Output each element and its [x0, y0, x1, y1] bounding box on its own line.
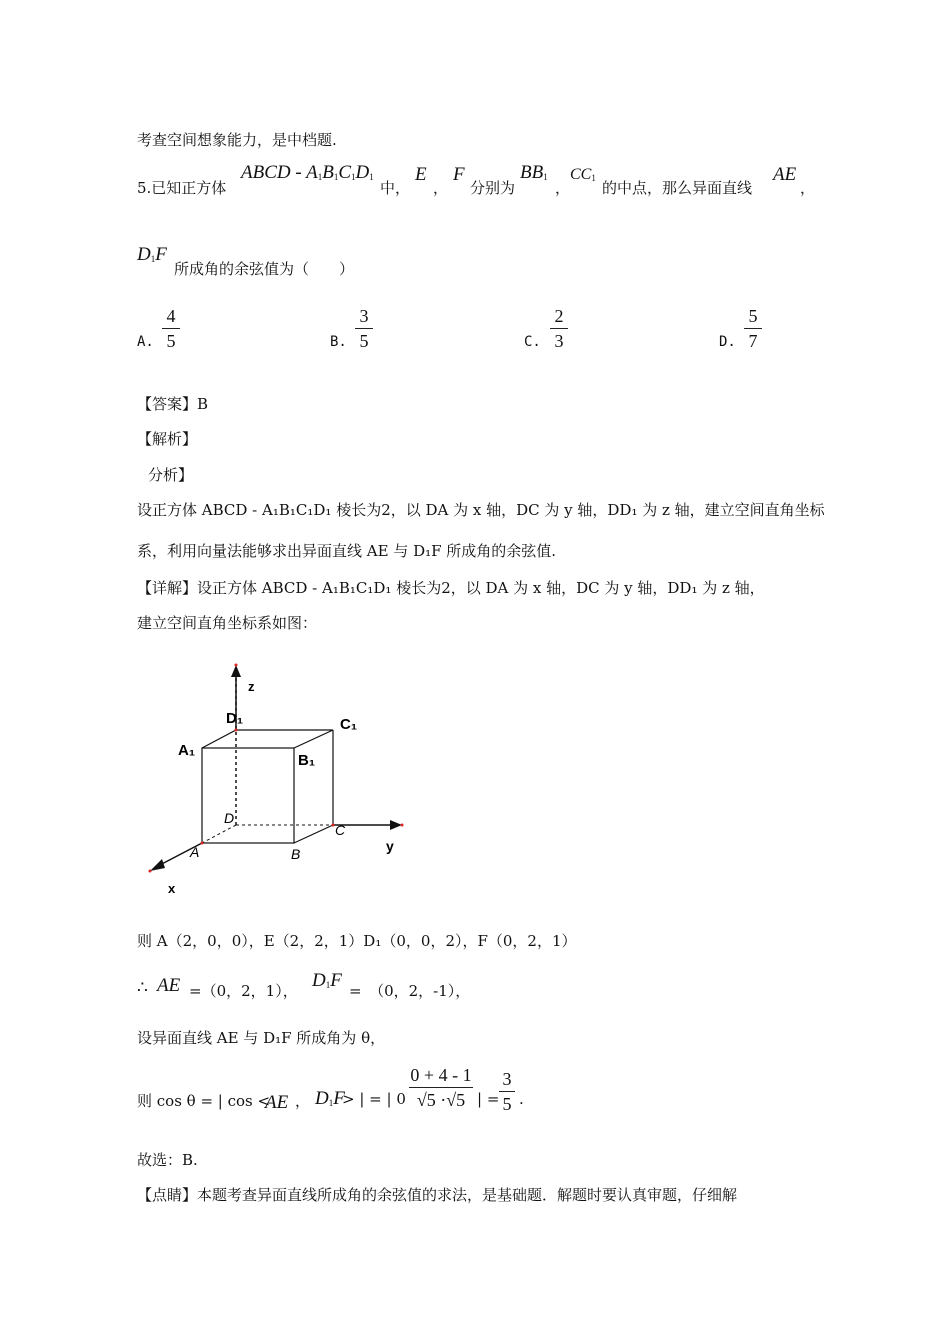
point-mark: [235, 729, 238, 732]
analysis-text-2: 系，利用向量法能够求出异面直线 AE 与 D₁F 所成角的余弦值.: [137, 542, 557, 560]
theta-line: 设异面直线 AE 与 D₁F 所成角为 θ，: [137, 1029, 386, 1047]
line-d1f: $D_1F$: [137, 244, 167, 265]
analysis-heading: 【解析】: [137, 430, 198, 448]
edge-bb1: $BB_1$: [520, 162, 548, 183]
option-c-fraction: 2 3: [550, 305, 568, 352]
cos-comma: ，: [295, 1092, 311, 1110]
edge-cc1: $CC_1$: [570, 166, 596, 183]
edge-cb: [294, 825, 333, 843]
label-d: D: [224, 810, 235, 826]
point-mark: [149, 870, 152, 873]
top-face: [202, 730, 333, 748]
detail-text-2: 建立空间直角坐标系如图：: [137, 614, 318, 632]
label-x: x: [168, 881, 176, 896]
cos-end: .: [519, 1090, 524, 1108]
label-d1: D₁: [226, 710, 244, 727]
question-tail: 所成角的余弦值为（ ）: [174, 260, 355, 278]
vector-ae: AE: [157, 975, 181, 996]
label-a: A: [190, 844, 200, 860]
coords-line: 则 A（2，0，0），E（2，2，1）D₁（0，0，2），F（0，2，1）: [137, 932, 577, 950]
option-b-fraction: 3 5: [355, 305, 373, 352]
cos-right: > | = | 0: [342, 1090, 406, 1108]
z-arrow: [231, 665, 241, 677]
comment-line: 【点睛】本题考查异面直线所成角的余弦值的求法，是基础题．解题时要认真审题，仔细解: [137, 1186, 738, 1204]
midpoint-text: 的中点，那么异面直线: [602, 179, 753, 197]
cos-left: 则 cos θ = | cos <: [137, 1092, 271, 1110]
cube-figure: [140, 655, 430, 905]
front-face: [202, 748, 294, 843]
question-line-2: [137, 244, 537, 278]
label-b1: B₁: [298, 752, 316, 769]
option-a-fraction: 4 5: [162, 305, 180, 352]
y-arrow: [390, 820, 402, 830]
intro-line: 考查空间想象能力，是中档题.: [137, 131, 337, 149]
question-mid: 中，: [380, 179, 411, 197]
point-e: E: [415, 164, 427, 185]
label-y: y: [386, 838, 394, 854]
point-mark: [235, 664, 238, 667]
cos-line: [137, 1062, 637, 1122]
cos-fraction: 0 + 4 - 1 √5 ·√5: [410, 1065, 472, 1110]
cube-name: ABCD - $A_1B_1C_1D_1$: [241, 162, 374, 183]
label-b: B: [291, 846, 301, 862]
label-c1: C₁: [340, 716, 358, 733]
choose-line: 故选：B.: [137, 1151, 198, 1169]
point-f: F: [453, 164, 465, 185]
cos-vector-ae: AE: [265, 1092, 289, 1113]
edge-da-hidden: [202, 825, 236, 843]
comma: ，: [555, 179, 571, 197]
comma: ，: [800, 179, 816, 197]
label-z: z: [248, 679, 255, 694]
label-a1: A₁: [178, 742, 196, 759]
label-c: C: [335, 822, 346, 838]
result-fraction: 3 5: [499, 1068, 515, 1115]
cos-vector-d1f: $D_1F$: [315, 1088, 345, 1109]
vector-line: [137, 970, 637, 1004]
cos-after: | =: [477, 1090, 500, 1108]
question-prefix: 5.已知正方体: [137, 179, 227, 197]
point-mark: [401, 824, 404, 827]
vector-ae-value: =（0，2，1），: [189, 982, 298, 1000]
split-text: 分别为: [470, 179, 516, 197]
analysis-text-1: 设正方体 ABCD - A₁B₁C₁D₁ 棱长为2，以 DA 为 x 轴，DC 为 y 轴，DD₁ 为 z 轴，建立空间直角坐标: [137, 501, 825, 519]
comma: ，: [433, 179, 449, 197]
therefore-symbol: ∴: [137, 978, 148, 998]
vector-d1f-value: = （0，2，-1），: [349, 982, 471, 1000]
answer: 【答案】B: [137, 395, 209, 413]
detail-text-1: 【详解】设正方体 ABCD - A₁B₁C₁D₁ 棱长为2，以 DA 为 x 轴，DC 为 y 轴，DD₁ 为 z 轴，: [137, 579, 765, 597]
vector-d1f: $D_1F$: [312, 970, 342, 991]
analysis-subheading: 分析】: [148, 466, 194, 484]
line-ae: AE: [773, 164, 797, 185]
option-d-fraction: 5 7: [744, 305, 762, 352]
x-arrow: [150, 859, 165, 871]
question-line-1: [137, 160, 837, 200]
point-mark: [201, 842, 204, 845]
